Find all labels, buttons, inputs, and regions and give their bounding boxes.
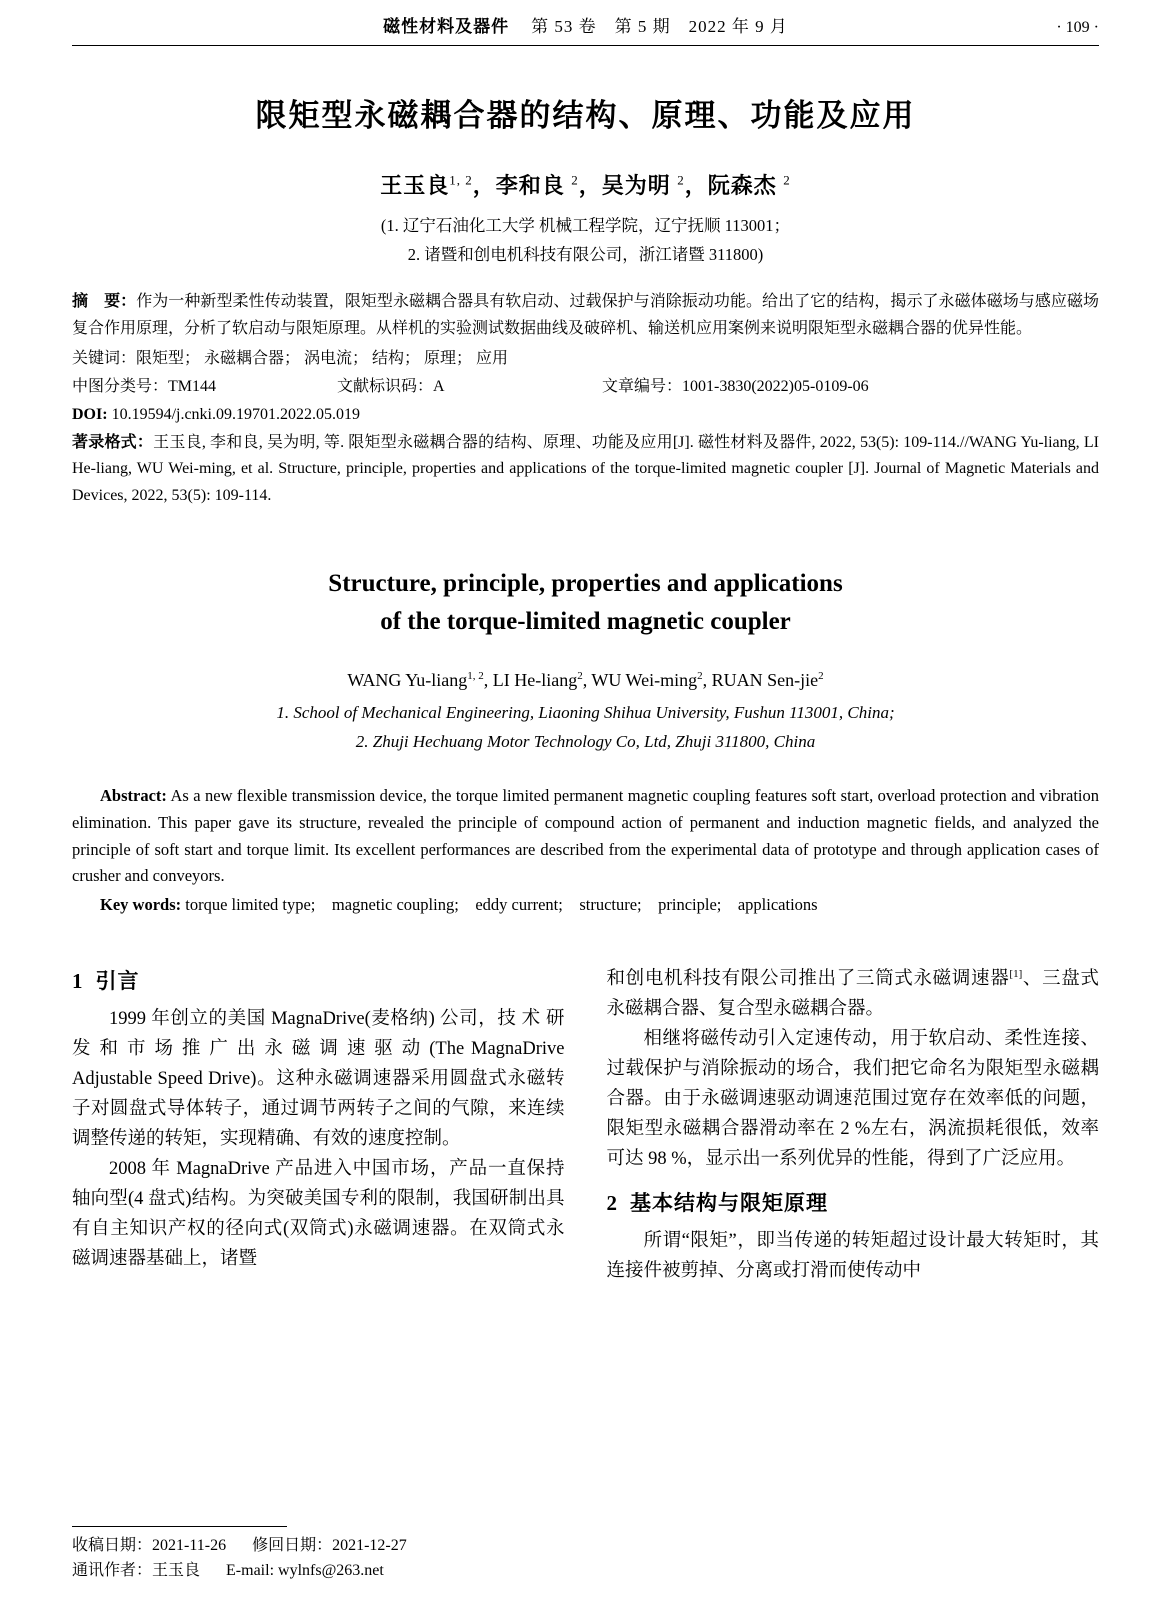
chinese-abstract [72, 288, 1099, 343]
doc-code-label: 文献标识码： [337, 377, 434, 395]
abstract-text-en: As a new flexible transmission device, the torque limited permanent magnetic coupling features soft start, overload protection and vibration elimination. This paper gave its structure, revealed the principle of compound action of permanent and induction magnetic fields, and analyzed the principle of soft start and torque limit. Its excellent performances are described from the experimental data of prototype and through application cases of crusher and conveyors. [72, 786, 1100, 886]
keywords-text-en: torque limited type; magnetic coupling; eddy current; structure; principle; applications [185, 895, 818, 915]
section-2-number: 2 [606, 1190, 618, 1215]
page-number: · 109 · [1056, 19, 1099, 36]
email-value: wylnfs@263.net [278, 1562, 384, 1580]
paragraph-2-3: 所谓“限矩”，即当传递的转矩超过设计最大转矩时，其连接件被剪掉、分离或打滑而使传动中 [606, 1230, 1099, 1281]
article-number-label: 文章编号： [602, 377, 683, 395]
keywords-label-cn: 关键词： [72, 349, 137, 367]
section-heading-1 [72, 965, 565, 995]
revised-label: 修回日期： [252, 1536, 333, 1554]
abstract-label-cn: 摘 要： [72, 292, 137, 310]
english-authors: WANG Yu-liang$^{1, 2}$, LI He-liang$^2$, WU Wei-ming$^2$, RUAN Sen-jie$^2$ [347, 670, 824, 691]
citation-label: 著录格式： [72, 433, 154, 451]
clc-label: 中图分类号： [72, 377, 169, 395]
footnote-divider [72, 1526, 287, 1527]
footnote-dates [72, 1533, 567, 1559]
received-value: 2021-11-26 [152, 1536, 227, 1554]
article-number-field [602, 373, 1099, 401]
issue-info: 第 53 卷 第 5 期 2022 年 9 月 [531, 17, 788, 36]
english-title-line-2: of the torque-limited magnetic coupler [380, 607, 791, 635]
doc-code-value: A [433, 377, 445, 395]
footnote-corresponding [72, 1558, 567, 1584]
citation-text: 王玉良, 李和良, 吴为明, 等. 限矩型永磁耦合器的结构、原理、功能及应用[J]. 磁性材料及器件, 2022, 53(5): 109-114.//WANG Yu-liang, LI He-liang, WU Wei-ming, et al. Structure, principle, properties and applications of the torque-limited magnetic coupler [J]. Journal of Magnetic Materials and Devices, 2022, 53(5): 109-114. [72, 433, 1099, 504]
received-label: 收稿日期： [72, 1536, 153, 1554]
footnote [72, 1526, 567, 1584]
keywords-label-en: Key words: [100, 895, 182, 915]
citation-format [72, 430, 1099, 510]
body-columns [72, 965, 1099, 1287]
chinese-authors: 王玉良$^{1, 2}$，李和良 $^2$，吴为明 $^2$，阮森杰 $^2$ [380, 172, 791, 198]
chinese-affiliation-1: (1. 辽宁石油化工大学 机械工程学院，辽宁抚顺 113001； [380, 216, 791, 235]
abstract-label-en: Abstract: [100, 786, 167, 806]
corresponding-value: 王玉良 [152, 1562, 201, 1580]
clc-value: TM144 [168, 377, 217, 395]
english-title-line-1: Structure, principle, properties and applications [328, 570, 843, 598]
english-affiliation-1: 1. School of Mechanical Engineering, Liaoning Shihua University, Fushun 113001, China; [276, 703, 895, 723]
section-1-number: 1 [72, 968, 84, 993]
paragraph-2-2: 相继将磁传动引入定速传动，用于软启动、柔性连接、过载保护与消除振动的场合，我们把它命名为限矩型永磁耦合器。由于永磁调速驱动调速范围过宽存在效率低的问题，限矩型永磁耦合器滑动率在 2 %左右，涡流损耗很低，效率可达 98 %，显示出一系列优异的性能，得到了广泛应用。 [606, 1028, 1099, 1169]
paragraph-1-1: 1999 年创立的美国 MagnaDrive(麦格纳) 公司，技 术 研 发 和 市 场 推 广 出 永 磁 调 速 驱 动 (The MagnaDrive Adjustable Speed Drive)。这种永磁调速器采用圆盘式永磁转子对圆盘式导体转子，通过调节两转子之间的气隙，来连续调整传递的转矩，实现精确、有效的速度控制。 [72, 1008, 565, 1149]
section-heading-2 [607, 1187, 1100, 1217]
corresponding-label: 通讯作者： [72, 1562, 153, 1580]
chinese-affiliation-2: 2. 诸暨和创电机科技有限公司，浙江诸暨 311800) [407, 244, 764, 264]
doi-row [72, 401, 1099, 429]
english-affiliation-2: 2. Zhuji Hechuang Motor Technology Co, Ltd, Zhuji 311800, China [355, 732, 816, 752]
paragraph-1-2: 2008 年 MagnaDrive 产品进入中国市场，产品一直保持轴向型(4 盘式)结构。为突破美国专利的限制，我国研制出具有自主知识产权的径向式(双筒式)永磁调速器。在双筒式永磁调速器基础上，诸暨 [72, 1158, 565, 1269]
email-label: E-mail: [226, 1562, 275, 1580]
english-title [72, 565, 1099, 640]
running-head [72, 0, 1099, 37]
column-left [72, 965, 565, 1287]
column-right [607, 965, 1100, 1287]
journal-name: 磁性材料及器件 [383, 17, 510, 37]
abstract-text-cn: 作为一种新型柔性传动装置，限矩型永磁耦合器具有软启动、过载保护与消除振动功能。给出了它的结构，揭示了永磁体磁场与感应磁场复合作用原理，分析了软启动与限矩原理。从样机的实验测试数据曲线及破碎机、输送机应用案例来说明限矩型永磁耦合器的优异性能。 [72, 292, 1099, 338]
section-2-title: 基本结构与限矩原理 [630, 1189, 828, 1215]
keywords-text-cn: 限矩型； 永磁耦合器； 涡电流； 结构； 原理； 应用 [136, 349, 509, 367]
doi-label: DOI: [72, 405, 108, 423]
chinese-keywords [72, 345, 1099, 373]
classification-row [72, 373, 1099, 401]
header-divider [72, 45, 1099, 46]
paragraph-2-1: 和创电机科技有限公司推出了三筒式永磁调速器[1]、三盘式永磁耦合器、复合型永磁耦合器。 [606, 967, 1099, 1019]
doc-code-field [337, 373, 602, 401]
doi-value: 10.19594/j.cnki.09.19701.2022.05.019 [111, 405, 360, 423]
english-keywords [72, 892, 1099, 919]
article-number-value: 1001-3830(2022)05-0109-06 [682, 377, 869, 395]
clc-field [72, 373, 337, 401]
revised-value: 2021-12-27 [332, 1536, 407, 1554]
section-1-title: 引言 [95, 967, 140, 993]
english-abstract [72, 783, 1099, 890]
page-title: 限矩型永磁耦合器的结构、原理、功能及应用 [255, 98, 916, 134]
